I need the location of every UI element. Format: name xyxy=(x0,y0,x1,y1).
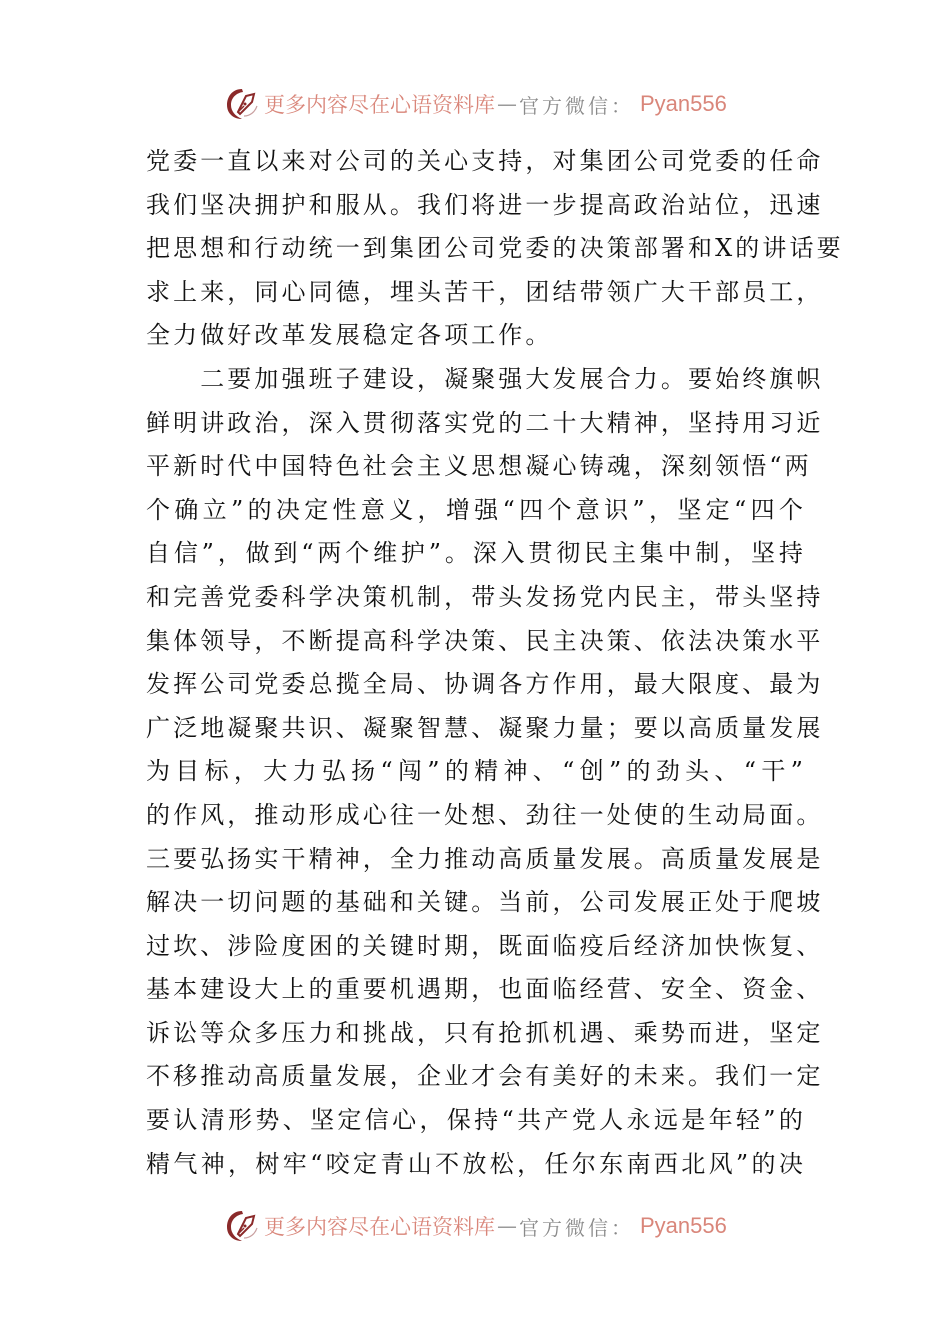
text-line: 基本建设大上的重要机遇期，也面临经营、安全、资金、 xyxy=(146,975,824,1004)
text-line: 党委一直以来对公司的关心支持，对集团公司党委的任命 xyxy=(146,147,824,175)
text-line: 发挥公司党委总揽全局、协调各方作用，最大限度、最为 xyxy=(146,670,824,699)
watermark-dash: — xyxy=(497,1214,517,1238)
text-line: 精气神，树牢“咬定青山不放松，任尔东南西北风”的决 xyxy=(146,1149,806,1178)
watermark-dash: — xyxy=(497,92,517,116)
text-line: 解决一切问题的基础和关键。当前，公司发展正处于爬坡 xyxy=(146,888,824,917)
pen-nib-logo-icon xyxy=(224,86,260,122)
text-line: 为目标，大力弘扬“闯”的精神、“创”的劲头、“干” xyxy=(146,757,806,786)
text-line: 诉讼等众多压力和挑战，只有抢抓机遇、乘势而进，坚定 xyxy=(146,1018,824,1047)
text-line: 我们坚决拥护和服从。我们将进一步提高政治站位，迅速 xyxy=(146,190,824,219)
footer-watermark xyxy=(224,1206,727,1246)
text-line: 过坎、涉险度困的关键时期，既面临疫后经济加快恢复、 xyxy=(146,931,824,960)
text-line: 要认清形势、坚定信心，保持“共产党人永远是年轻”的 xyxy=(146,1106,806,1135)
watermark-main-text: 更多内容尽在心语资料库 xyxy=(264,1215,495,1239)
text-line: 广泛地凝聚共识、凝聚智慧、凝聚力量；要以高质量发展 xyxy=(146,713,824,742)
text-line: 平新时代中国特色社会主义思想凝心铸魂，深刻领悟“两 xyxy=(146,452,812,481)
text-line: 把思想和行动统一到集团公司党委的决策部署和X的讲话要 xyxy=(146,234,844,263)
text-line: 不移推动高质量发展，企业才会有美好的未来。我们一定 xyxy=(146,1062,824,1091)
watermark-label: 官方微信： xyxy=(519,1215,634,1240)
watermark-label: 官方微信： xyxy=(519,93,634,118)
text-line: 三要弘扬实干精神，全力推动高质量发展。高质量发展是 xyxy=(146,844,824,873)
text-line: 和完善党委科学决策机制，带头发扬党内民主，带头坚持 xyxy=(146,582,824,611)
pen-nib-logo-icon xyxy=(224,1208,260,1244)
text-line: 鲜明讲政治，深入贯彻落实党的二十大精神，坚持用习近 xyxy=(146,408,824,437)
document-body xyxy=(146,140,844,1186)
watermark-wechat-id: Pyan556 xyxy=(640,91,727,116)
text-line: 二要加强班子建设，凝聚强大发展合力。要始终旗帜 xyxy=(146,364,824,393)
header-watermark xyxy=(224,84,727,124)
watermark-wechat-id: Pyan556 xyxy=(640,1213,727,1238)
text-line: 集体领导，不断提高科学决策、民主决策、依法决策水平 xyxy=(146,626,824,655)
text-line: 的作风，推动形成心往一处想、劲往一处使的生动局面。 xyxy=(146,800,824,829)
watermark-main-text: 更多内容尽在心语资料库 xyxy=(264,93,495,117)
text-line: 个确立”的决定性意义，增强“四个意识”，坚定“四个 xyxy=(146,495,806,524)
text-line: 自信”，做到“两个维护”。深入贯彻民主集中制，坚持 xyxy=(146,539,806,568)
text-line: 求上来，同心同德，埋头苦干，团结带领广大干部员工， xyxy=(146,277,824,306)
text-line: 全力做好改革发展稳定各项工作。 xyxy=(146,321,553,350)
